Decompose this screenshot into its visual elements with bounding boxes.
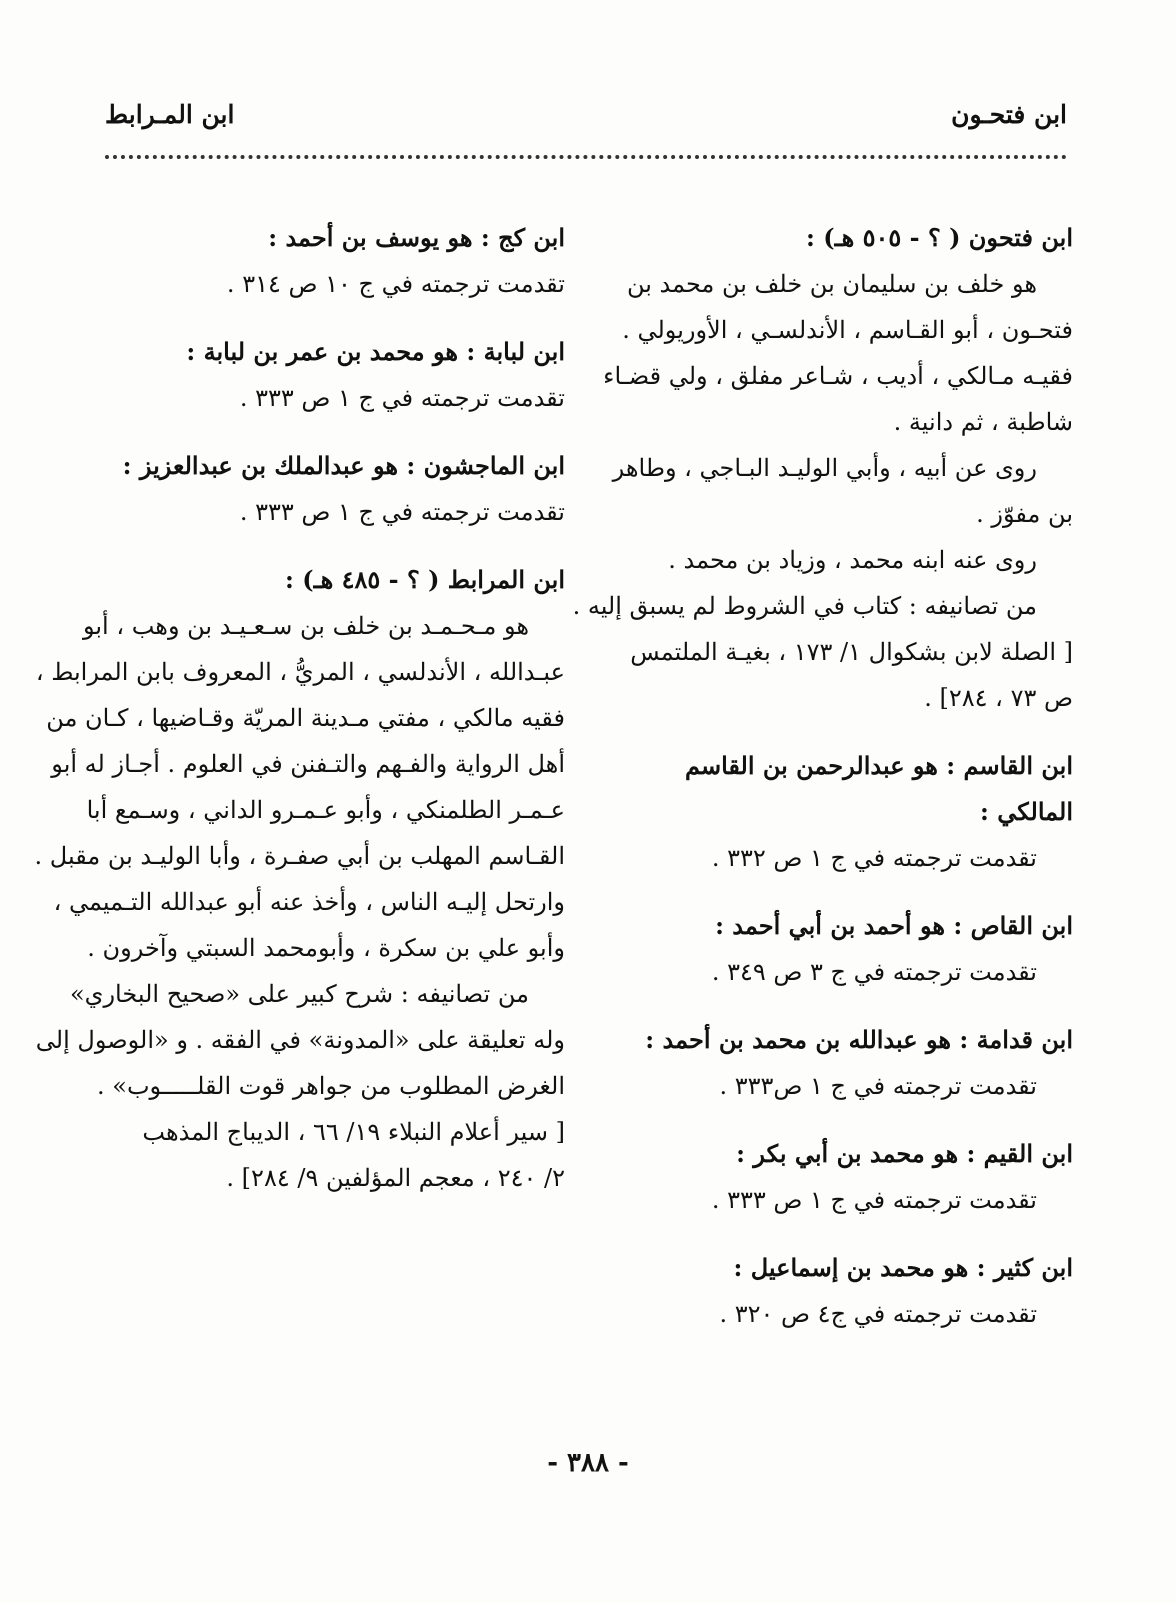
- entry-text-line: من تصانيفه : كتاب في الشروط لم يسبق إليه .: [572, 592, 1037, 620]
- page-number: - ٣٨٨ -: [547, 1448, 629, 1478]
- entry-heading: ابن لبابة : هو محمد بن عمر بن لبابة :: [186, 337, 565, 366]
- entry-heading: ابن فتحون ( ؟ - ٥٠٥ هـ) :: [806, 223, 1073, 252]
- entry-heading: ابن القاسم : هو عبدالرحمن بن القاسم المالكي :: [684, 751, 1073, 826]
- entry-ibn-al-qas: [601, 903, 1073, 995]
- entry-reference: تقدمت ترجمته في ج ١ ص ٣٣٣ .: [239, 498, 565, 526]
- entry-text-line: الغرض المطلوب من جواهر قوت القلـــــوب» .: [97, 1072, 565, 1100]
- entry-text-line: روى عن أبيه ، وأبي الوليـد البـاجي ، وطاهر: [612, 454, 1037, 482]
- entry-text-line: عـمـر الطلمنكي ، وأبو عـمـرو الداني ، وسـمع أبا: [86, 796, 565, 824]
- entry-ibn-fathun: [572, 215, 1073, 721]
- entry-text-line: هو خلف بن سليمان بن خلف بن محمد بن: [626, 270, 1037, 298]
- entry-ibn-al-majishun: [93, 443, 565, 535]
- entry-source-line: ص ٧٣ ، ٢٨٤] .: [924, 684, 1073, 712]
- running-header: [105, 92, 1067, 142]
- entry-text-line: أهل الرواية والفـهم والتـفنن في العلوم . أجـاز له أبو: [51, 750, 565, 778]
- entry-reference: تقدمت ترجمته في ج ١ ص٣٣٣ .: [719, 1072, 1037, 1100]
- entry-source-line: ٢/ ٢٤٠ ، معجم المؤلفين ٩/ ٢٨٤] .: [226, 1164, 565, 1192]
- entry-ibn-qudama: [601, 1017, 1073, 1109]
- entry-ibn-al-qasim: [601, 743, 1073, 881]
- entry-reference: تقدمت ترجمته في ج ١٠ ص ٣١٤ .: [226, 270, 565, 298]
- header-right-title: ابن فتحـون: [951, 100, 1067, 129]
- entry-ibn-lubaba: [93, 329, 565, 421]
- entry-text-line: هو مـحـمـد بن خلف بن سـعـيـد بن وهب ، أبو: [82, 612, 529, 640]
- entry-text-line: بن مفوّز .: [976, 500, 1073, 528]
- entry-heading: ابن المرابط ( ؟ - ٤٨٥ هـ) :: [285, 565, 565, 594]
- header-left-title: ابن المـرابط: [105, 100, 235, 129]
- entry-heading: ابن القاص : هو أحمد بن أبي أحمد :: [715, 911, 1073, 940]
- entry-text-line: وارتحل إليـه الناس ، وأخذ عنه أبو عبدالله التـميمي ،: [53, 888, 565, 916]
- left-column: [34, 215, 565, 1223]
- dotted-divider: [105, 155, 1067, 159]
- entry-text-line: فقيه مالكي ، مفتي مـدينة المريّة وقـاضيها ، كـان من: [46, 704, 565, 732]
- entry-ibn-kajj: [93, 215, 565, 307]
- entry-ibn-al-murabit: [34, 557, 565, 1201]
- entry-heading: ابن كج : هو يوسف بن أحمد :: [268, 223, 565, 252]
- right-column: [572, 215, 1073, 1359]
- entry-ibn-al-qayyim: [601, 1131, 1073, 1223]
- entry-text-line: وأبو علي بن سكرة ، وأبومحمد السبتي وآخرون .: [87, 934, 565, 962]
- entry-heading: ابن كثير : هو محمد بن إسماعيل :: [733, 1253, 1073, 1282]
- entry-text-line: فقيـه مـالكي ، أديب ، شـاعر مفلق ، ولي قضـاء: [603, 362, 1073, 390]
- entry-text-line: وله تعليقة على «المدونة» في الفقه . و «الوصول إلى: [35, 1026, 565, 1054]
- entry-text-line: فتحـون ، أبو القـاسم ، الأندلسـي ، الأوريولي .: [622, 316, 1073, 344]
- entry-text-line: عبـدالله ، الأندلسي ، المريُّ ، المعروف بابن المرابط ،: [35, 658, 565, 686]
- entry-heading: ابن الماجشون : هو عبدالملك بن عبدالعزيز :: [122, 451, 565, 480]
- entry-reference: تقدمت ترجمته في ج ١ ص ٣٣٣ .: [239, 384, 565, 412]
- entry-heading: ابن قدامة : هو عبدالله بن محمد بن أحمد :: [645, 1025, 1073, 1054]
- entry-reference: تقدمت ترجمته في ج ٣ ص ٣٤٩ .: [711, 958, 1037, 986]
- entry-heading: ابن القيم : هو محمد بن أبي بكر :: [736, 1139, 1073, 1168]
- entry-text-line: القـاسم المهلب بن أبي صفـرة ، وأبا الوليـد بن مقبل .: [34, 842, 565, 870]
- entry-source-line: [ سير أعلام النبلاء ١٩/ ٦٦ ، الديباج المذهب: [142, 1118, 565, 1146]
- entry-ibn-kathir: [601, 1245, 1073, 1337]
- entry-text-line: من تصانيفه : شرح كبير على «صحيح البخاري»: [70, 980, 529, 1008]
- entry-text-line: شاطبة ، ثم دانية .: [893, 408, 1073, 436]
- entry-reference: تقدمت ترجمته في ج ١ ص ٣٣٢ .: [711, 844, 1037, 872]
- entry-source-line: [ الصلة لابن بشكوال ١/ ١٧٣ ، بغيـة الملتمس: [630, 638, 1073, 666]
- entry-reference: تقدمت ترجمته في ج٤ ص ٣٢٠ .: [719, 1300, 1037, 1328]
- entry-reference: تقدمت ترجمته في ج ١ ص ٣٣٣ .: [711, 1186, 1037, 1214]
- entry-text-line: روى عنه ابنه محمد ، وزياد بن محمد .: [668, 546, 1037, 574]
